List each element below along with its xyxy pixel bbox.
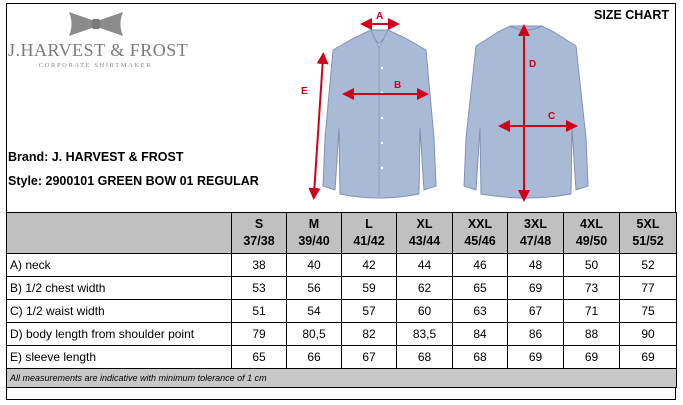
measurement-value: 56	[287, 277, 342, 300]
measurement-value: 62	[397, 277, 453, 300]
measurement-value: 50	[564, 254, 620, 277]
table-row	[7, 346, 677, 369]
label-c: C	[548, 111, 556, 122]
label-e: E	[301, 86, 308, 97]
size-eu: 43/44	[408, 234, 441, 248]
measurement-label: B) 1/2 chest width	[7, 277, 232, 300]
measurement-value: 63	[453, 300, 508, 323]
size-label: S	[254, 217, 264, 231]
measurement-value: 75	[620, 300, 677, 323]
measurement-value: 57	[342, 300, 397, 323]
measurement-value: 48	[508, 254, 564, 277]
size-header-4xl	[564, 213, 620, 254]
label-b: B	[394, 80, 402, 91]
measurement-value: 68	[453, 346, 508, 369]
size-label: 5XL	[636, 217, 660, 231]
measurement-label: E) sleeve length	[7, 346, 232, 369]
measurement-value: 83,5	[397, 323, 453, 346]
size-eu: 47/48	[519, 234, 552, 248]
measurement-label: D) body length from shoulder point	[7, 323, 232, 346]
measurement-value: 65	[232, 346, 287, 369]
measurement-value: 53	[232, 277, 287, 300]
measurement-value: 59	[342, 277, 397, 300]
brand-logo	[8, 10, 189, 69]
header-corner	[7, 213, 232, 254]
size-header-3xl	[508, 213, 564, 254]
size-header-s	[232, 213, 287, 254]
label-d: D	[529, 59, 537, 70]
size-label: L	[365, 217, 373, 231]
measurement-value: 60	[397, 300, 453, 323]
measurement-value: 69	[508, 277, 564, 300]
measurement-value: 51	[232, 300, 287, 323]
measurement-value: 52	[620, 254, 677, 277]
measurement-value: 65	[453, 277, 508, 300]
size-header-xxl	[453, 213, 508, 254]
measurement-value: 69	[508, 346, 564, 369]
size-eu: 39/40	[298, 234, 330, 248]
footnote: All measurements are indicative with minimum tolerance of 1 cm	[7, 369, 677, 388]
size-label: 4XL	[580, 217, 603, 231]
measurement-value: 82	[342, 323, 397, 346]
table-row	[7, 254, 677, 277]
measurement-value: 88	[564, 323, 620, 346]
size-table-body	[7, 254, 677, 369]
measurement-value: 77	[620, 277, 677, 300]
bow-tie-icon	[67, 10, 125, 38]
measurement-value: 79	[232, 323, 287, 346]
size-label: XL	[416, 217, 433, 231]
size-label: 3XL	[524, 217, 547, 231]
table-row	[7, 300, 677, 323]
measurement-value: 54	[287, 300, 342, 323]
size-label: XXL	[467, 217, 493, 231]
label-a: A	[376, 11, 384, 22]
brand-line: Brand: J. HARVEST & FROST	[8, 150, 184, 164]
measurement-value: 42	[342, 254, 397, 277]
brand-tagline: CORPORATE SHIRTMAKER	[38, 62, 153, 69]
measurement-value: 73	[564, 277, 620, 300]
size-header-m	[287, 213, 342, 254]
measurement-value: 46	[453, 254, 508, 277]
table-row	[7, 277, 677, 300]
measurement-value: 69	[620, 346, 677, 369]
measurement-value: 69	[564, 346, 620, 369]
measurement-value: 67	[508, 300, 564, 323]
chart-title: SIZE CHART	[594, 8, 669, 22]
size-header-5xl	[620, 213, 677, 254]
arrow-e	[314, 58, 323, 194]
size-header-xl	[397, 213, 453, 254]
size-header-row	[7, 213, 677, 254]
measurement-value: 84	[453, 323, 508, 346]
style-line: Style: 2900101 GREEN BOW 01 REGULAR	[8, 174, 259, 188]
measurement-value: 38	[232, 254, 287, 277]
size-label: M	[308, 217, 320, 231]
measurement-label: C) 1/2 waist width	[7, 300, 232, 323]
measurement-value: 90	[620, 323, 677, 346]
size-eu: 37/38	[243, 234, 275, 248]
measurement-label: A) neck	[7, 254, 232, 277]
measurement-value: 80,5	[287, 323, 342, 346]
size-eu: 51/52	[632, 234, 664, 248]
size-eu: 41/42	[353, 234, 385, 248]
measurement-value: 40	[287, 254, 342, 277]
brand-logo-text: J.HARVEST & FROST	[8, 40, 189, 60]
measurement-value: 44	[397, 254, 453, 277]
size-eu: 49/50	[575, 234, 608, 248]
shirt-front-illustration	[323, 30, 436, 198]
measurement-value: 66	[287, 346, 342, 369]
size-eu: 45/46	[464, 234, 496, 248]
table-row	[7, 323, 677, 346]
shirt-measurement-diagram	[296, 8, 596, 208]
measurement-value: 67	[342, 346, 397, 369]
measurement-value: 68	[397, 346, 453, 369]
measurement-value: 71	[564, 300, 620, 323]
size-table	[6, 212, 677, 388]
measurement-value: 86	[508, 323, 564, 346]
size-header-l	[342, 213, 397, 254]
shirt-back-illustration	[464, 26, 588, 198]
